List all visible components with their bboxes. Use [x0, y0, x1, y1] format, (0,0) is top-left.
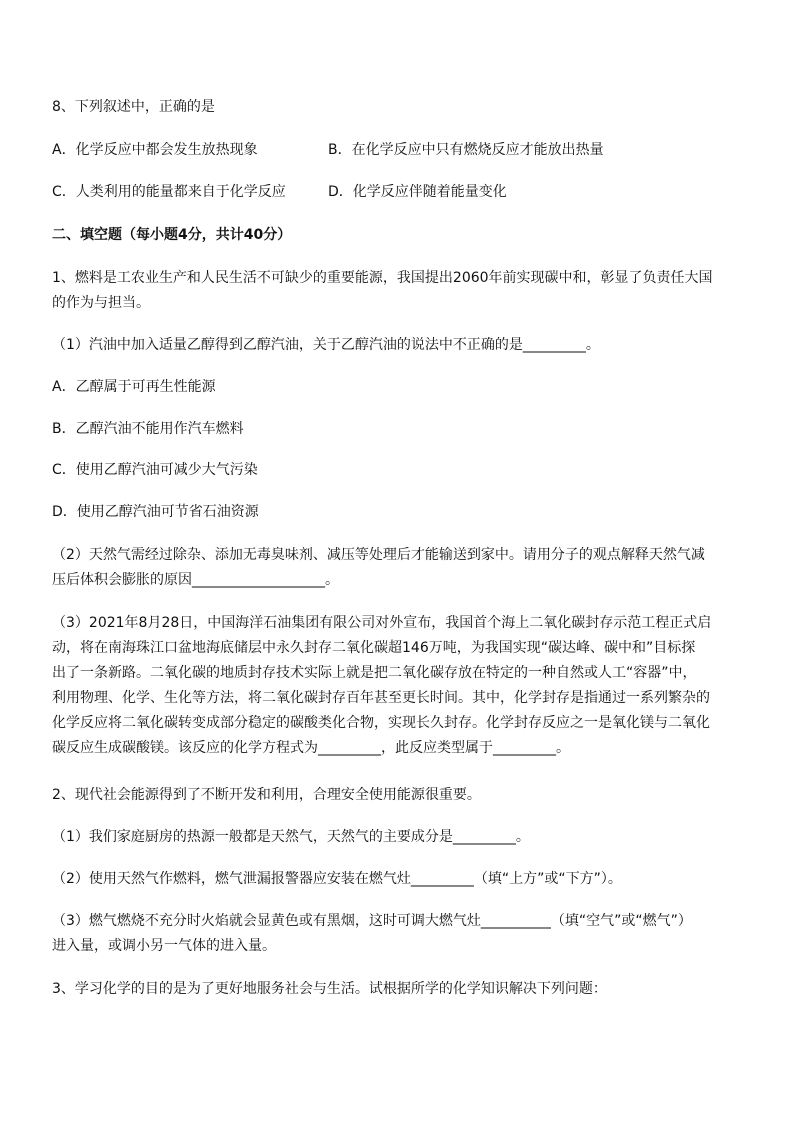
q8-option-d: D．化学反应伴随着能量变化 — [328, 184, 507, 200]
q1-option-d: D．使用乙醇汽油可节省石油资源 — [52, 504, 259, 520]
q8-options-row1 — [52, 138, 754, 162]
q2-sub3-line1: （3）燃气燃烧不充分时火焰就会显黄色或有黑烟，这时可调大燃气灶__________（填“空气”或“燃气”） — [52, 913, 692, 929]
section-heading: 二、填空题（每小题4分，共计40分） — [52, 227, 292, 243]
q1-option-a: A．乙醇属于可再生性能源 — [52, 379, 216, 395]
q8-stem: 8、下列叙述中，正确的是 — [52, 99, 215, 115]
q1-option-c: C．使用乙醇汽油可减少大气污染 — [52, 462, 258, 478]
q1-sub3-line1: （3）2021年8月28日，中国海洋石油集团有限公司对外宣布，我国首个海上二氧化碳封存示范工程正式启 — [52, 615, 712, 631]
q8-option-a: A．化学反应中都会发生放热现象 — [52, 142, 258, 158]
q2-sub1: （1）我们家庭厨房的热源一般都是天然气，天然气的主要成分是_________。 — [52, 829, 530, 845]
q8-option-c: C．人类利用的能量都来自于化学反应 — [52, 184, 286, 200]
q1-sub2-line1: （2）天然气需经过除杂、添加无毒臭味剂、减压等处理后才能输送到家中。请用分子的观点解释天然气减 — [52, 547, 705, 563]
q1-sub3-line3: 出了一条新路。二氧化碳的地质封存技术实际上就是把二氧化碳存放在特定的一种自然或人工“容器”中， — [52, 665, 697, 681]
q1-option-b: B．乙醇汽油不能用作汽车燃料 — [52, 421, 244, 437]
q2-sub2: （2）使用天然气作燃料，燃气泄漏报警器应安装在燃气灶_________（填“上方”或“下方”）。 — [52, 871, 622, 887]
q8-option-b: B．在化学反应中只有燃烧反应才能放出热量 — [328, 142, 604, 158]
q2-sub3-line2: 进入量，或调小另一气体的进入量。 — [52, 938, 276, 954]
q1-sub3-line5: 化学反应将二氧化碳转变成部分稳定的碳酸类化合物，实现长久封存。化学封存反应之一是氧化镁与二氧化 — [52, 715, 710, 731]
q1-sub1: （1）汽油中加入适量乙醇得到乙醇汽油，关于乙醇汽油的说法中不正确的是_________。 — [52, 337, 600, 353]
q2-stem: 2、现代社会能源得到了不断开发和利用，合理安全使用能源很重要。 — [52, 787, 481, 803]
q8-options-row2 — [52, 180, 754, 204]
q1-stem-line1: 1、燃料是工农业生产和人民生活不可缺少的重要能源，我国提出2060年前实现碳中和，彰显了负责任大国 — [52, 270, 713, 286]
q1-sub3-line2: 动，将在南海珠江口盆地海底储层中永久封存二氧化碳超146万吨，为我国实现“碳达峰、碳中和”目标探 — [52, 640, 696, 656]
q1-stem-line2: 的作为与担当。 — [52, 295, 150, 311]
q1-sub2-line2: 压后体积会膨胀的原因___________________。 — [52, 572, 339, 588]
q1-sub3-line6: 碳反应生成碳酸镁。该反应的化学方程式为_________，此反应类型属于_________。 — [52, 740, 570, 756]
q1-sub3-line4: 利用物理、化学、生化等方法，将二氧化碳封存百年甚至更长时间。其中，化学封存是指通过一系列繁杂的 — [52, 690, 710, 706]
q3-stem: 3、学习化学的目的是为了更好地服务社会与生活。试根据所学的化学知识解决下列问题： — [52, 981, 607, 997]
